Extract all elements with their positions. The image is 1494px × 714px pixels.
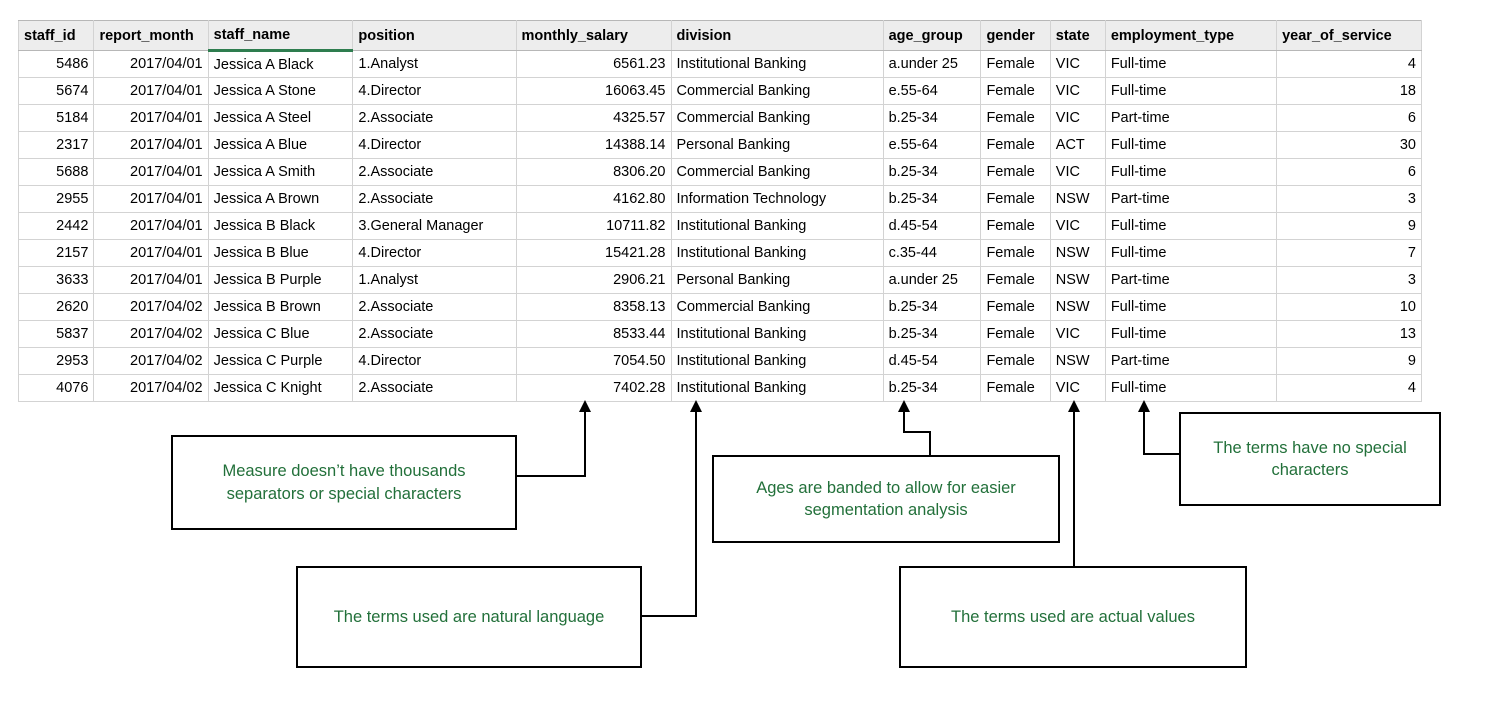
table-row bbox=[19, 348, 1422, 375]
cell-division[interactable]: Institutional Banking bbox=[671, 240, 883, 267]
cell-state[interactable]: NSW bbox=[1050, 186, 1105, 213]
cell-staff_name[interactable]: Jessica B Blue bbox=[208, 240, 353, 267]
cell-employment_type[interactable]: Full-time bbox=[1105, 132, 1276, 159]
cell-monthly_salary[interactable]: 10711.82 bbox=[516, 213, 671, 240]
leader-line-terms bbox=[1122, 398, 1186, 460]
cell-report_month[interactable]: 2017/04/02 bbox=[94, 321, 208, 348]
cell-gender[interactable]: Female bbox=[981, 132, 1050, 159]
cell-report_month[interactable]: 2017/04/01 bbox=[94, 159, 208, 186]
cell-position[interactable]: 4.Director bbox=[353, 78, 516, 105]
table-row bbox=[19, 105, 1422, 132]
cell-report_month[interactable]: 2017/04/01 bbox=[94, 78, 208, 105]
table-row bbox=[19, 240, 1422, 267]
cell-staff_id[interactable]: 2442 bbox=[19, 213, 94, 240]
cell-year_of_service[interactable]: 9 bbox=[1277, 348, 1422, 375]
cell-state[interactable]: NSW bbox=[1050, 240, 1105, 267]
cell-position[interactable]: 2.Associate bbox=[353, 186, 516, 213]
cell-state[interactable]: VIC bbox=[1050, 321, 1105, 348]
cell-year_of_service[interactable]: 4 bbox=[1277, 375, 1422, 402]
cell-position[interactable]: 4.Director bbox=[353, 240, 516, 267]
cell-employment_type[interactable]: Part-time bbox=[1105, 186, 1276, 213]
cell-state[interactable]: VIC bbox=[1050, 159, 1105, 186]
cell-age_group[interactable]: b.25-34 bbox=[883, 321, 981, 348]
column-header-age-group[interactable]: age_group bbox=[883, 21, 981, 51]
cell-report_month[interactable]: 2017/04/01 bbox=[94, 213, 208, 240]
cell-year_of_service[interactable]: 18 bbox=[1277, 78, 1422, 105]
cell-age_group[interactable]: b.25-34 bbox=[883, 294, 981, 321]
cell-division[interactable]: Commercial Banking bbox=[671, 159, 883, 186]
cell-age_group[interactable]: a.under 25 bbox=[883, 267, 981, 294]
cell-staff_id[interactable]: 3633 bbox=[19, 267, 94, 294]
cell-staff_id[interactable]: 4076 bbox=[19, 375, 94, 402]
cell-employment_type[interactable]: Part-time bbox=[1105, 348, 1276, 375]
cell-position[interactable]: 2.Associate bbox=[353, 375, 516, 402]
cell-staff_name[interactable]: Jessica C Purple bbox=[208, 348, 353, 375]
cell-monthly_salary[interactable]: 8306.20 bbox=[516, 159, 671, 186]
cell-report_month[interactable]: 2017/04/02 bbox=[94, 375, 208, 402]
cell-employment_type[interactable]: Full-time bbox=[1105, 78, 1276, 105]
column-header-gender[interactable]: gender bbox=[981, 21, 1050, 51]
cell-employment_type[interactable]: Full-time bbox=[1105, 240, 1276, 267]
cell-report_month[interactable]: 2017/04/01 bbox=[94, 186, 208, 213]
cell-position[interactable]: 3.General Manager bbox=[353, 213, 516, 240]
cell-report_month[interactable]: 2017/04/02 bbox=[94, 294, 208, 321]
column-header-employment-type[interactable]: employment_type bbox=[1105, 21, 1276, 51]
cell-employment_type[interactable]: Full-time bbox=[1105, 321, 1276, 348]
cell-age_group[interactable]: e.55-64 bbox=[883, 132, 981, 159]
cell-staff_name[interactable]: Jessica A Smith bbox=[208, 159, 353, 186]
cell-gender[interactable]: Female bbox=[981, 321, 1050, 348]
cell-monthly_salary[interactable]: 15421.28 bbox=[516, 240, 671, 267]
cell-monthly_salary[interactable]: 8533.44 bbox=[516, 321, 671, 348]
cell-report_month[interactable]: 2017/04/02 bbox=[94, 348, 208, 375]
cell-position[interactable]: 2.Associate bbox=[353, 321, 516, 348]
table-row bbox=[19, 213, 1422, 240]
leader-line-salary bbox=[515, 398, 595, 480]
cell-staff_id[interactable]: 5486 bbox=[19, 51, 94, 78]
cell-monthly_salary[interactable]: 7402.28 bbox=[516, 375, 671, 402]
cell-monthly_salary[interactable]: 6561.23 bbox=[516, 51, 671, 78]
cell-year_of_service[interactable]: 3 bbox=[1277, 267, 1422, 294]
cell-gender[interactable]: Female bbox=[981, 78, 1050, 105]
cell-division[interactable]: Commercial Banking bbox=[671, 105, 883, 132]
cell-staff_id[interactable]: 5688 bbox=[19, 159, 94, 186]
leader-line-age bbox=[884, 398, 954, 460]
table-header-row bbox=[19, 21, 1422, 51]
cell-division[interactable]: Institutional Banking bbox=[671, 321, 883, 348]
column-header-staff-id[interactable]: staff_id bbox=[19, 21, 94, 51]
cell-report_month[interactable]: 2017/04/01 bbox=[94, 267, 208, 294]
cell-staff_id[interactable]: 2955 bbox=[19, 186, 94, 213]
cell-staff_name[interactable]: Jessica B Purple bbox=[208, 267, 353, 294]
cell-year_of_service[interactable]: 10 bbox=[1277, 294, 1422, 321]
cell-monthly_salary[interactable]: 8358.13 bbox=[516, 294, 671, 321]
cell-age_group[interactable]: b.25-34 bbox=[883, 375, 981, 402]
column-header-state[interactable]: state bbox=[1050, 21, 1105, 51]
cell-year_of_service[interactable]: 3 bbox=[1277, 186, 1422, 213]
column-header-position[interactable]: position bbox=[353, 21, 516, 51]
cell-employment_type[interactable]: Part-time bbox=[1105, 267, 1276, 294]
cell-year_of_service[interactable]: 9 bbox=[1277, 213, 1422, 240]
cell-year_of_service[interactable]: 6 bbox=[1277, 159, 1422, 186]
annotation-actual-values: The terms used are actual values bbox=[899, 566, 1247, 668]
cell-division[interactable]: Information Technology bbox=[671, 186, 883, 213]
cell-division[interactable]: Institutional Banking bbox=[671, 348, 883, 375]
column-header-staff-name[interactable]: staff_name bbox=[208, 21, 353, 51]
table-row bbox=[19, 159, 1422, 186]
column-header-year-of-service[interactable]: year_of_service bbox=[1277, 21, 1422, 51]
cell-year_of_service[interactable]: 4 bbox=[1277, 51, 1422, 78]
cell-gender[interactable]: Female bbox=[981, 213, 1050, 240]
cell-division[interactable]: Institutional Banking bbox=[671, 375, 883, 402]
cell-staff_name[interactable]: Jessica B Brown bbox=[208, 294, 353, 321]
cell-gender[interactable]: Female bbox=[981, 294, 1050, 321]
cell-position[interactable]: 2.Associate bbox=[353, 105, 516, 132]
annotation-position: The terms used are natural language bbox=[296, 566, 642, 668]
cell-state[interactable]: VIC bbox=[1050, 375, 1105, 402]
cell-age_group[interactable]: b.25-34 bbox=[883, 186, 981, 213]
cell-state[interactable]: NSW bbox=[1050, 267, 1105, 294]
annotation-no-special-characters: The terms have no special characters bbox=[1179, 412, 1441, 506]
cell-age_group[interactable]: b.25-34 bbox=[883, 159, 981, 186]
cell-position[interactable]: 4.Director bbox=[353, 348, 516, 375]
cell-position[interactable]: 4.Director bbox=[353, 132, 516, 159]
cell-report_month[interactable]: 2017/04/01 bbox=[94, 132, 208, 159]
cell-employment_type[interactable]: Part-time bbox=[1105, 105, 1276, 132]
cell-state[interactable]: VIC bbox=[1050, 51, 1105, 78]
cell-year_of_service[interactable]: 6 bbox=[1277, 105, 1422, 132]
cell-age_group[interactable]: c.35-44 bbox=[883, 240, 981, 267]
cell-staff_name[interactable]: Jessica C Blue bbox=[208, 321, 353, 348]
cell-staff_id[interactable]: 5837 bbox=[19, 321, 94, 348]
cell-gender[interactable]: Female bbox=[981, 186, 1050, 213]
column-header-monthly-salary[interactable]: monthly_salary bbox=[516, 21, 671, 51]
cell-staff_id[interactable]: 2317 bbox=[19, 132, 94, 159]
cell-age_group[interactable]: d.45-54 bbox=[883, 348, 981, 375]
cell-staff_id[interactable]: 2953 bbox=[19, 348, 94, 375]
cell-report_month[interactable]: 2017/04/01 bbox=[94, 240, 208, 267]
table-row bbox=[19, 186, 1422, 213]
cell-state[interactable]: ACT bbox=[1050, 132, 1105, 159]
cell-monthly_salary[interactable]: 16063.45 bbox=[516, 78, 671, 105]
cell-age_group[interactable]: e.55-64 bbox=[883, 78, 981, 105]
cell-staff_name[interactable]: Jessica A Blue bbox=[208, 132, 353, 159]
cell-state[interactable]: VIC bbox=[1050, 78, 1105, 105]
table-row bbox=[19, 267, 1422, 294]
cell-employment_type[interactable]: Full-time bbox=[1105, 51, 1276, 78]
cell-employment_type[interactable]: Full-time bbox=[1105, 213, 1276, 240]
cell-division[interactable]: Personal Banking bbox=[671, 267, 883, 294]
cell-state[interactable]: NSW bbox=[1050, 294, 1105, 321]
cell-staff_name[interactable]: Jessica B Black bbox=[208, 213, 353, 240]
cell-staff_id[interactable]: 2157 bbox=[19, 240, 94, 267]
cell-age_group[interactable]: d.45-54 bbox=[883, 213, 981, 240]
cell-monthly_salary[interactable]: 2906.21 bbox=[516, 267, 671, 294]
cell-staff_id[interactable]: 2620 bbox=[19, 294, 94, 321]
table-row bbox=[19, 51, 1422, 78]
cell-staff_name[interactable]: Jessica C Knight bbox=[208, 375, 353, 402]
cell-state[interactable]: NSW bbox=[1050, 348, 1105, 375]
cell-staff_id[interactable]: 5674 bbox=[19, 78, 94, 105]
cell-position[interactable]: 2.Associate bbox=[353, 294, 516, 321]
cell-position[interactable]: 2.Associate bbox=[353, 159, 516, 186]
cell-employment_type[interactable]: Full-time bbox=[1105, 159, 1276, 186]
annotation-monthly-salary: Measure doesn’t have thousands separators or special characters bbox=[171, 435, 517, 530]
annotation-age-group: Ages are banded to allow for easier segmentation analysis bbox=[712, 455, 1060, 543]
column-header-report-month[interactable]: report_month bbox=[94, 21, 208, 51]
cell-monthly_salary[interactable]: 4162.80 bbox=[516, 186, 671, 213]
cell-staff_name[interactable]: Jessica A Brown bbox=[208, 186, 353, 213]
cell-position[interactable]: 1.Analyst bbox=[353, 267, 516, 294]
cell-monthly_salary[interactable]: 14388.14 bbox=[516, 132, 671, 159]
table-row bbox=[19, 132, 1422, 159]
table-row bbox=[19, 294, 1422, 321]
cell-age_group[interactable]: a.under 25 bbox=[883, 51, 981, 78]
cell-staff_id[interactable]: 5184 bbox=[19, 105, 94, 132]
table-row bbox=[19, 78, 1422, 105]
cell-monthly_salary[interactable]: 7054.50 bbox=[516, 348, 671, 375]
cell-gender[interactable]: Female bbox=[981, 267, 1050, 294]
cell-division[interactable]: Commercial Banking bbox=[671, 294, 883, 321]
cell-gender[interactable]: Female bbox=[981, 375, 1050, 402]
cell-gender[interactable]: Female bbox=[981, 348, 1050, 375]
cell-state[interactable]: VIC bbox=[1050, 105, 1105, 132]
cell-employment_type[interactable]: Full-time bbox=[1105, 294, 1276, 321]
cell-report_month[interactable]: 2017/04/01 bbox=[94, 51, 208, 78]
cell-gender[interactable]: Female bbox=[981, 240, 1050, 267]
cell-monthly_salary[interactable]: 4325.57 bbox=[516, 105, 671, 132]
cell-gender[interactable]: Female bbox=[981, 159, 1050, 186]
cell-gender[interactable]: Female bbox=[981, 105, 1050, 132]
table-row bbox=[19, 375, 1422, 402]
cell-staff_name[interactable]: Jessica A Steel bbox=[208, 105, 353, 132]
leader-line-position bbox=[640, 398, 710, 620]
data-table bbox=[18, 20, 1422, 402]
table-body bbox=[19, 51, 1422, 402]
cell-staff_name[interactable]: Jessica A Black bbox=[208, 51, 353, 78]
cell-gender[interactable]: Female bbox=[981, 51, 1050, 78]
cell-employment_type[interactable]: Full-time bbox=[1105, 375, 1276, 402]
cell-year_of_service[interactable]: 13 bbox=[1277, 321, 1422, 348]
table-row bbox=[19, 321, 1422, 348]
cell-year_of_service[interactable]: 30 bbox=[1277, 132, 1422, 159]
cell-report_month[interactable]: 2017/04/01 bbox=[94, 105, 208, 132]
cell-year_of_service[interactable]: 7 bbox=[1277, 240, 1422, 267]
cell-division[interactable]: Commercial Banking bbox=[671, 78, 883, 105]
cell-age_group[interactable]: b.25-34 bbox=[883, 105, 981, 132]
cell-division[interactable]: Personal Banking bbox=[671, 132, 883, 159]
column-header-division[interactable]: division bbox=[671, 21, 883, 51]
cell-division[interactable]: Institutional Banking bbox=[671, 51, 883, 78]
cell-staff_name[interactable]: Jessica A Stone bbox=[208, 78, 353, 105]
cell-state[interactable]: VIC bbox=[1050, 213, 1105, 240]
leader-line-values bbox=[1060, 398, 1090, 570]
cell-position[interactable]: 1.Analyst bbox=[353, 51, 516, 78]
cell-division[interactable]: Institutional Banking bbox=[671, 213, 883, 240]
